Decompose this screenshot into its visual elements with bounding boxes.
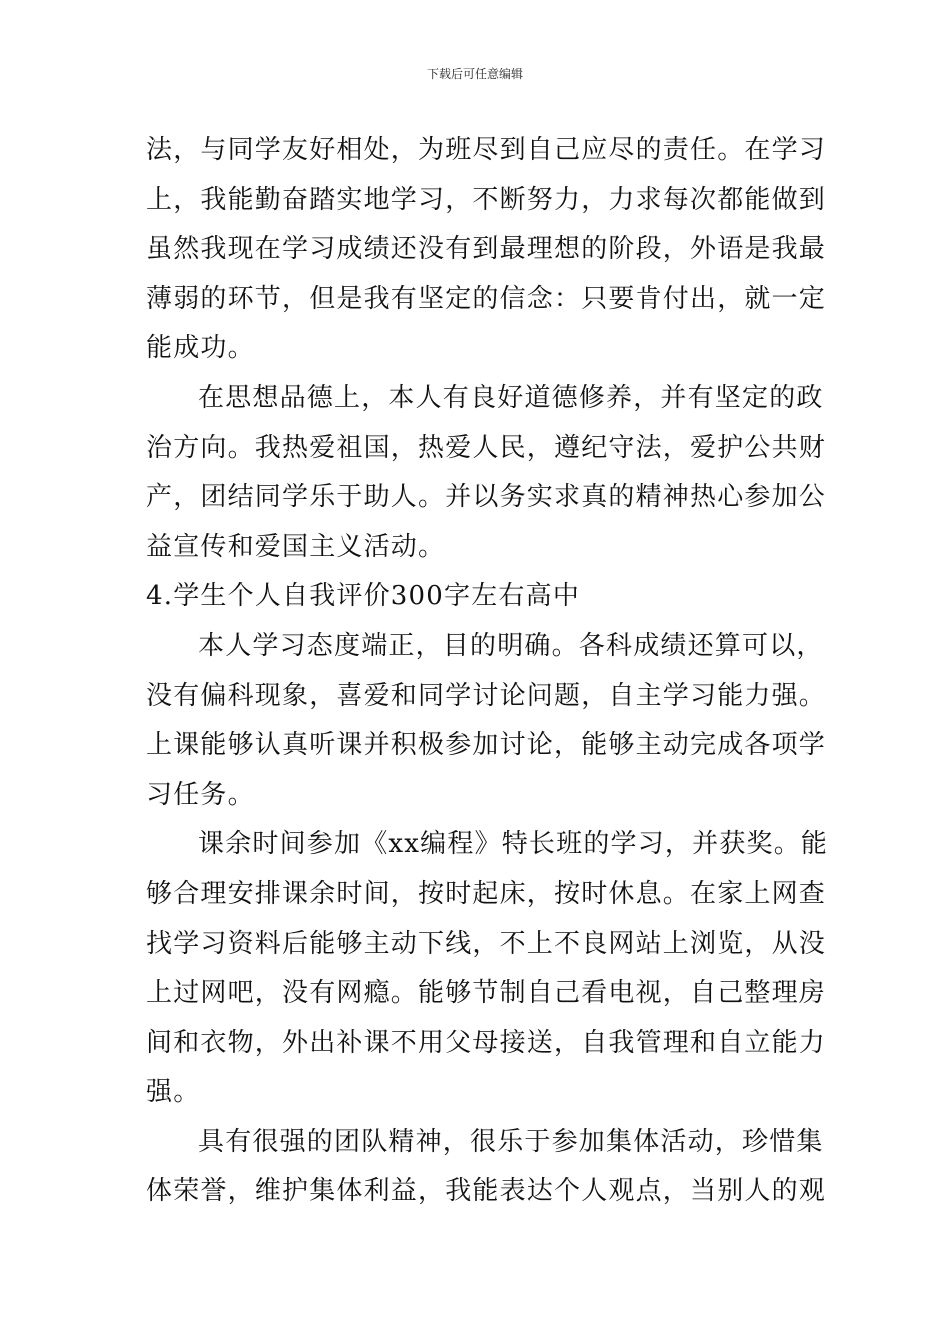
- paragraph-start-line: 在思想品德上，本人有良好道德修养，并有坚定的政: [198, 382, 824, 413]
- text-line: 上，我能勤奋踏实地学习，不断努力，力求每次都能做到: [146, 184, 827, 215]
- text-line: 上课能够认真听课并积极参加讨论，能够主动完成各项学: [146, 730, 827, 761]
- paragraph-start-line: 具有很强的团队精神，很乐于参加集体活动，珍惜集: [198, 1126, 824, 1157]
- text-line: 体荣誉，维护集体利益，我能表达个人观点，当别人的观: [146, 1176, 827, 1207]
- text-line: 间和衣物，外出补课不用父母接送，自我管理和自立能力: [146, 1027, 827, 1058]
- text-line: 产，团结同学乐于助人。并以务实求真的精神热心参加公: [146, 482, 827, 513]
- paragraph-start-line: 课余时间参加《xx编程》特长班的学习，并获奖。能: [198, 829, 829, 860]
- document-body: [146, 126, 829, 1217]
- text-line: 薄弱的环节，但是我有坚定的信念：只要肯付出，就一定: [146, 283, 827, 314]
- text-line: 治方向。我热爱祖国，热爱人民，遵纪守法，爱护公共财: [146, 432, 827, 463]
- text-line: 能成功。: [146, 333, 255, 364]
- download-note: 下载后可任意编辑: [426, 67, 523, 81]
- text-line: 益宣传和爱国主义活动。: [146, 531, 446, 562]
- text-line: 法，与同学友好相处，为班尽到自己应尽的责任。在学习: [146, 135, 827, 165]
- text-line: 够合理安排课余时间，按时起床，按时休息。在家上网查: [146, 878, 827, 909]
- text-line: 强。: [146, 1077, 201, 1108]
- paragraph-start-line: 本人学习态度端正，目的明确。各科成绩还算可以，: [198, 630, 824, 661]
- section-heading: 4.学生个人自我评价300字左右高中: [146, 581, 581, 612]
- text-line: 没有偏科现象，喜爱和同学讨论问题，自主学习能力强。: [146, 680, 827, 711]
- text-line: 上过网吧，没有网瘾。能够节制自己看电视，自己整理房: [146, 978, 827, 1009]
- text-line: 习任务。: [146, 779, 255, 810]
- text-line: 找学习资料后能够主动下线，不上不良网站上浏览，从没: [146, 928, 827, 959]
- text-line: 虽然我现在学习成绩还没有到最理想的阶段，外语是我最: [146, 234, 827, 265]
